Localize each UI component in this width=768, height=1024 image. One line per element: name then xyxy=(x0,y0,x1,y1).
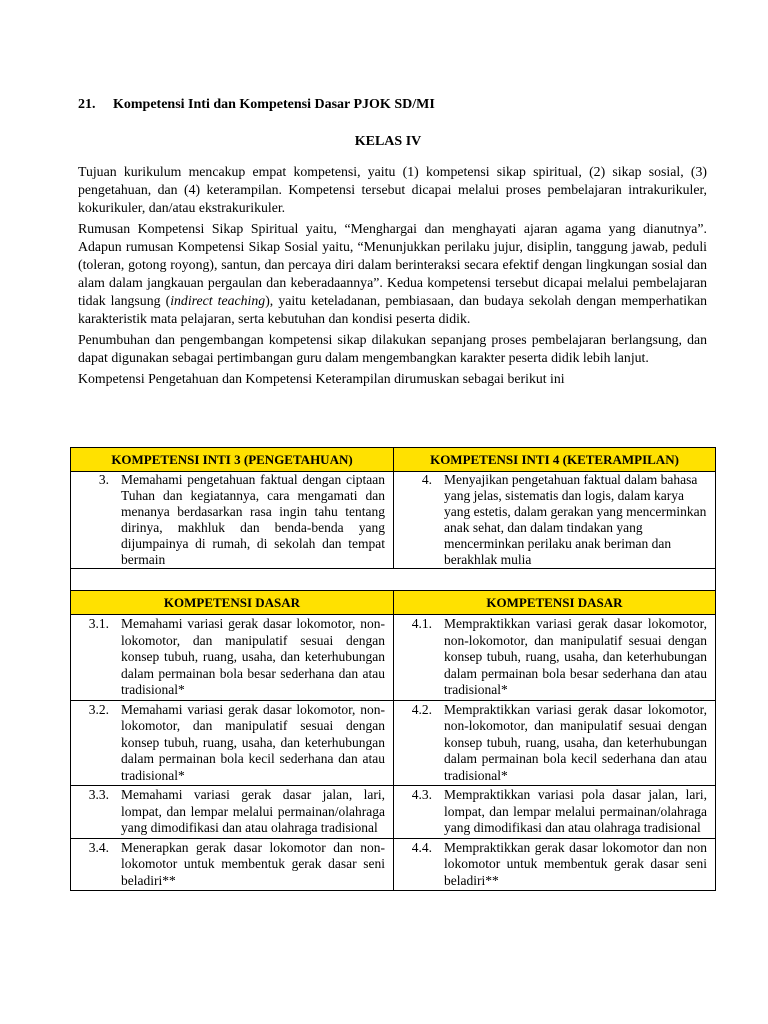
ki3-text: Memahami pengetahuan faktual dengan ciptaan Tuhan dan kegiatannya, cara mengamati dan menanya berdasarkan rasa ingin tahu tentang dirinya, makhluk dan benda-benda yang dijumpainya di rumah, di sekolah dan tempat bermain xyxy=(121,472,385,567)
kd-item xyxy=(394,786,715,838)
kd-text: Memahami variasi gerak dasar lokomotor, non-lokomotor, dan manipulatif sesuai dengan konsep tubuh, ruang, usaha, dan keterhubungan dalam permainan bola besar sederhana dan atau tradisional* xyxy=(121,616,385,697)
ki3-item xyxy=(71,472,393,568)
kd-item xyxy=(71,701,393,786)
kd-item xyxy=(71,786,393,838)
spacer-cell xyxy=(71,569,716,591)
kd-text: Menerapkan gerak dasar lokomotor dan non-lokomotor untuk membentuk gerak dasar seni beladiri** xyxy=(121,839,385,888)
kd-number: 4.4. xyxy=(411,839,432,855)
kd-text: Mempraktikkan gerak dasar lokomotor dan non lokomotor untuk membentuk gerak dasar seni beladiri** xyxy=(444,839,707,888)
indirect-teaching-term: indirect teaching xyxy=(170,293,266,308)
kd-row xyxy=(71,700,716,786)
ki3-number: 3. xyxy=(98,472,109,487)
kd-number: 4.2. xyxy=(411,701,432,717)
kd-text: Mempraktikkan variasi gerak dasar lokomotor, non-lokomotor, dan manipulatif sesuai dengan konsep tubuh, ruang, usaha, dan keterhubungan dalam permainan bola kecil sederhana dan atau tradisional* xyxy=(444,701,707,783)
ki4-text: Menyajikan pengetahuan faktual dalam bahasa yang jelas, sistematis dan logis, dalam karya yang estetis, dalam gerakan yang mencerminkan anak sehat, dan dalam tindakan yang mencerminkan perilaku anak beriman dan berakhlak mulia xyxy=(444,472,707,567)
kd-number: 3.1. xyxy=(88,616,109,631)
ki4-item xyxy=(394,472,715,568)
kd-cell-left xyxy=(71,700,394,786)
ki-row xyxy=(71,472,716,569)
kd-cell-right xyxy=(394,786,716,839)
kd-item xyxy=(71,615,393,700)
section-heading xyxy=(78,96,435,114)
kd-cell-right xyxy=(394,700,716,786)
kd-header-row xyxy=(71,591,716,615)
paragraph-2-part-2: ), yaitu keteladanan, pembiasaan, dan budaya sekolah dengan memperhatikan karakteristik mata pelajaran, serta kebutuhan dan kondisi peserta didik. xyxy=(78,293,707,326)
kd-cell-right xyxy=(394,615,716,701)
kd-number: 3.4. xyxy=(88,839,109,855)
class-title: KELAS IV xyxy=(354,134,422,149)
kd-item xyxy=(394,701,715,786)
section-number: 21. xyxy=(78,97,96,112)
kd-number: 3.3. xyxy=(88,787,109,802)
kd-text: Mempraktikkan variasi pola dasar jalan, lari, lompat, dan lempar melalui permainan/olahraga yang dimodifikasi dan atau olahraga tradisional xyxy=(444,787,707,835)
ki3-header: KOMPETENSI INTI 3 (PENGETAHUAN) xyxy=(71,448,394,472)
kd-cell-left xyxy=(71,786,394,839)
paragraph-4: Kompetensi Pengetahuan dan Kompetensi Keterampilan dirumuskan sebagai berikut ini xyxy=(78,371,565,386)
ki-header-row xyxy=(71,448,716,472)
ki3-cell xyxy=(71,472,394,569)
spacer-row xyxy=(71,569,716,591)
kd-number: 4.1. xyxy=(411,616,432,631)
kd-header-right: KOMPETENSI DASAR xyxy=(394,591,716,615)
kd-header-left: KOMPETENSI DASAR xyxy=(71,591,394,615)
kd-row xyxy=(71,615,716,701)
paragraph-3: Penumbuhan dan pengembangan kompetensi sikap dilakukan sepanjang proses pembelajaran berlangsung, dan dapat digunakan sebagai pertimbangan guru dalam mengembangkan karakter peserta didik lebih lanjut. xyxy=(78,332,707,365)
paragraph-1: Tujuan kurikulum mencakup empat kompetensi, yaitu (1) kompetensi sikap spiritual, (2) sikap sosial, (3) pengetahuan, dan (4) keterampilan. Kompetensi tersebut dicapai melalui proses pembelajaran intrakurikuler, kokurikuler, dan/atau ekstrakurikuler. xyxy=(78,164,707,215)
kd-text: Mempraktikkan variasi gerak dasar lokomotor, non-lokomotor, dan manipulatif sesuai dengan konsep tubuh, ruang, usaha, dan keterhubungan dalam permainan bola besar sederhana dan atau tradisional* xyxy=(444,616,707,697)
ki4-cell xyxy=(394,472,716,569)
intro-text xyxy=(78,163,707,391)
kd-text: Memahami variasi gerak dasar lokomotor, non-lokomotor, dan manipulatif sesuai dengan konsep tubuh, ruang, usaha, dan keterhubungan dalam permainan bola kecil sederhana dan atau tradisional* xyxy=(121,701,385,783)
competency-table xyxy=(70,447,716,891)
kd-number: 3.2. xyxy=(88,701,109,717)
kd-row xyxy=(71,838,716,891)
kd-cell-left xyxy=(71,615,394,701)
kd-number: 4.3. xyxy=(411,787,432,802)
section-title: Kompetensi Inti dan Kompetensi Dasar PJOK SD/MI xyxy=(113,97,435,112)
ki4-header: KOMPETENSI INTI 4 (KETERAMPILAN) xyxy=(394,448,716,472)
paragraph-2-part-1: Rumusan Kompetensi Sikap Spiritual yaitu, “Menghargai dan menghayati ajaran agama yang dianutnya”. Adapun rumusan Kompetensi Sikap Sosial yaitu, “Menunjukkan perilaku jujur, disiplin, tanggung jawab, peduli (toleran, gotong royong), santun, dan percaya diri dalam berinteraksi secara efektif dengan lingkungan sosial dan alam dalam jangkauan pergaulan dan keberadaannya”. Kedua kompetensi tersebut dicapai melalui pembelajaran tidak langsung ( xyxy=(78,221,707,308)
kd-item xyxy=(71,839,393,891)
kd-item xyxy=(394,615,715,700)
paragraph-2 xyxy=(78,220,707,328)
kd-cell-left xyxy=(71,838,394,891)
kd-item xyxy=(394,839,715,891)
ki4-number: 4. xyxy=(421,472,432,487)
kd-text: Memahami variasi gerak dasar jalan, lari, lompat, dan lempar melalui permainan/olahraga yang dimodifikasi dan atau olahraga tradisional xyxy=(121,787,385,835)
kd-row xyxy=(71,786,716,839)
kd-cell-right xyxy=(394,838,716,891)
